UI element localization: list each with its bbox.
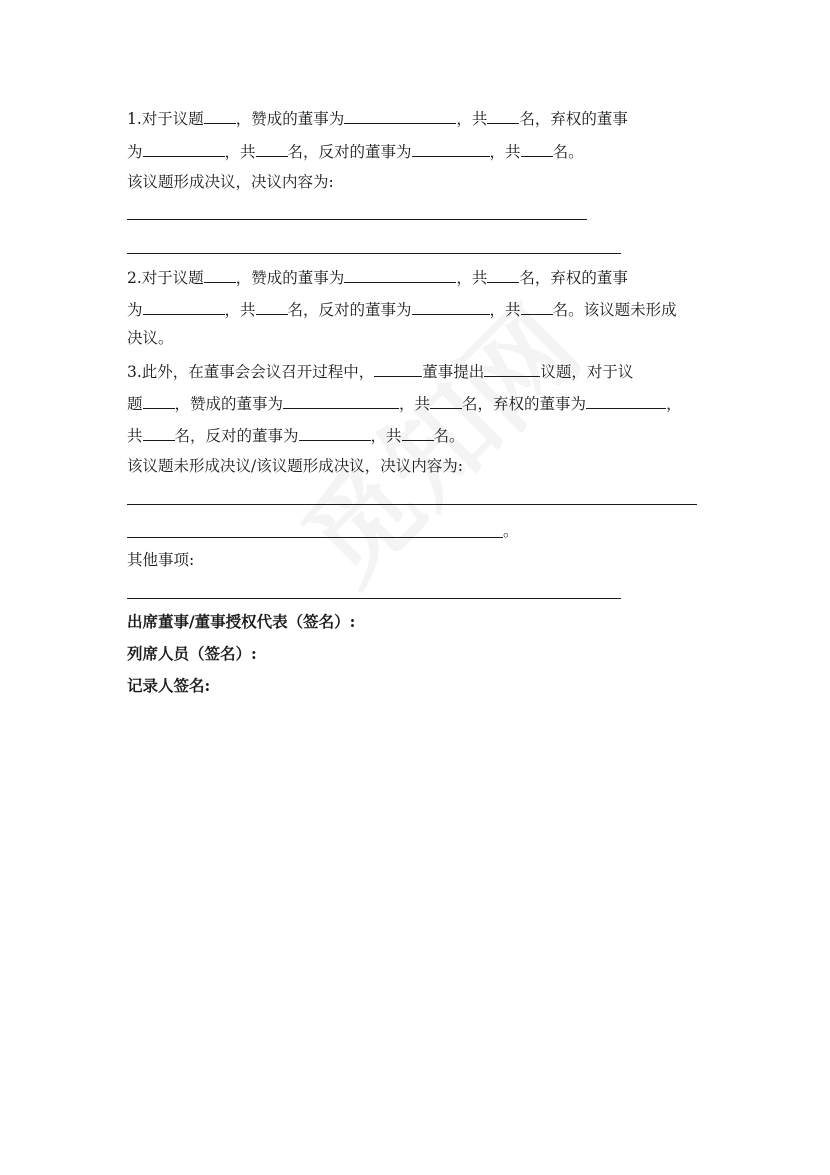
item3-text: 3.此外，在董事会会议召开过程中， [127, 363, 375, 381]
item3-text: 名。 [433, 427, 465, 445]
item1-text: 名。 [552, 143, 584, 161]
item3-text: 名，反对的董事为 [174, 427, 299, 445]
item1-text: ，共 [456, 110, 488, 128]
content-line[interactable] [127, 504, 697, 505]
item3-text: ，共 [370, 427, 402, 445]
blank-field[interactable] [586, 392, 666, 409]
item1-text: 名，反对的董事为 [287, 143, 412, 161]
item1-line2 [127, 140, 584, 162]
recorder-signature-label: 记录人签名: [127, 676, 211, 695]
blank-field[interactable] [484, 360, 540, 377]
blank-field[interactable] [412, 140, 490, 157]
blank-field[interactable] [299, 424, 371, 441]
item3-text: 名，弃权的董事为 [462, 395, 587, 413]
blank-field[interactable] [430, 392, 462, 409]
blank-field[interactable] [487, 266, 519, 283]
blank-field[interactable] [204, 107, 236, 124]
item2-text: 为 [127, 301, 143, 319]
item2-text: ，共 [456, 269, 488, 287]
item1-line1 [127, 107, 628, 129]
blank-field[interactable] [521, 298, 553, 315]
blank-field[interactable] [374, 360, 422, 377]
item2-text: 2.对于议题 [127, 269, 204, 287]
item3-line4: 该议题未形成决议/该议题形成决议，决议内容为: [127, 457, 463, 475]
blank-field[interactable] [412, 298, 490, 315]
item1-text: ，赞成的董事为 [235, 110, 345, 128]
item2-text: ，赞成的董事为 [235, 269, 345, 287]
item2-text: 名。该议题未形成 [552, 301, 677, 319]
content-line[interactable] [127, 219, 587, 220]
item3-text: 题 [127, 395, 143, 413]
item3-line3 [127, 424, 465, 446]
content-line[interactable] [127, 253, 621, 254]
blank-field[interactable] [256, 140, 288, 157]
blank-field[interactable] [143, 298, 225, 315]
item3-text: ， [666, 395, 682, 413]
content-line[interactable] [127, 537, 503, 538]
item3-line1 [127, 360, 633, 382]
item1-text: ，共 [489, 143, 521, 161]
item1-line3: 该议题形成决议，决议内容为: [127, 173, 334, 191]
blank-field[interactable] [283, 392, 399, 409]
other-label: 其他事项: [127, 551, 195, 569]
item1-text: 1.对于议题 [127, 110, 204, 128]
item1-text: 为 [127, 143, 143, 161]
attendees-signature-label: 列席人员（签名）: [127, 644, 257, 663]
blank-field[interactable] [143, 392, 175, 409]
blank-field[interactable] [344, 266, 456, 283]
blank-field[interactable] [143, 140, 225, 157]
item3-line2 [127, 392, 682, 414]
blank-field[interactable] [204, 266, 236, 283]
item3-text: ，共 [399, 395, 431, 413]
item2-line2 [127, 298, 677, 320]
blank-field[interactable] [143, 424, 175, 441]
item2-text: 名，反对的董事为 [287, 301, 412, 319]
item2-line1 [127, 266, 628, 288]
other-content-line[interactable] [127, 598, 621, 599]
item1-text: ，共 [224, 143, 256, 161]
blank-field[interactable] [487, 107, 519, 124]
blank-field[interactable] [256, 298, 288, 315]
item3-text: 共 [127, 427, 143, 445]
item2-text: 名，弃权的董事 [519, 269, 628, 287]
end-mark: 。 [503, 522, 519, 540]
item3-text: 议题，对于议 [540, 363, 634, 381]
blank-field[interactable] [344, 107, 456, 124]
blank-field[interactable] [521, 140, 553, 157]
item3-text: 董事提出 [422, 363, 485, 381]
item2-text: ，共 [489, 301, 521, 319]
item2-text: ，共 [224, 301, 256, 319]
item1-text: 名，弃权的董事 [519, 110, 628, 128]
blank-field[interactable] [402, 424, 434, 441]
item3-text: ，赞成的董事为 [174, 395, 284, 413]
item2-line3: 决议。 [127, 329, 174, 347]
directors-signature-label: 出席董事/董事授权代表（签名）: [127, 612, 356, 631]
